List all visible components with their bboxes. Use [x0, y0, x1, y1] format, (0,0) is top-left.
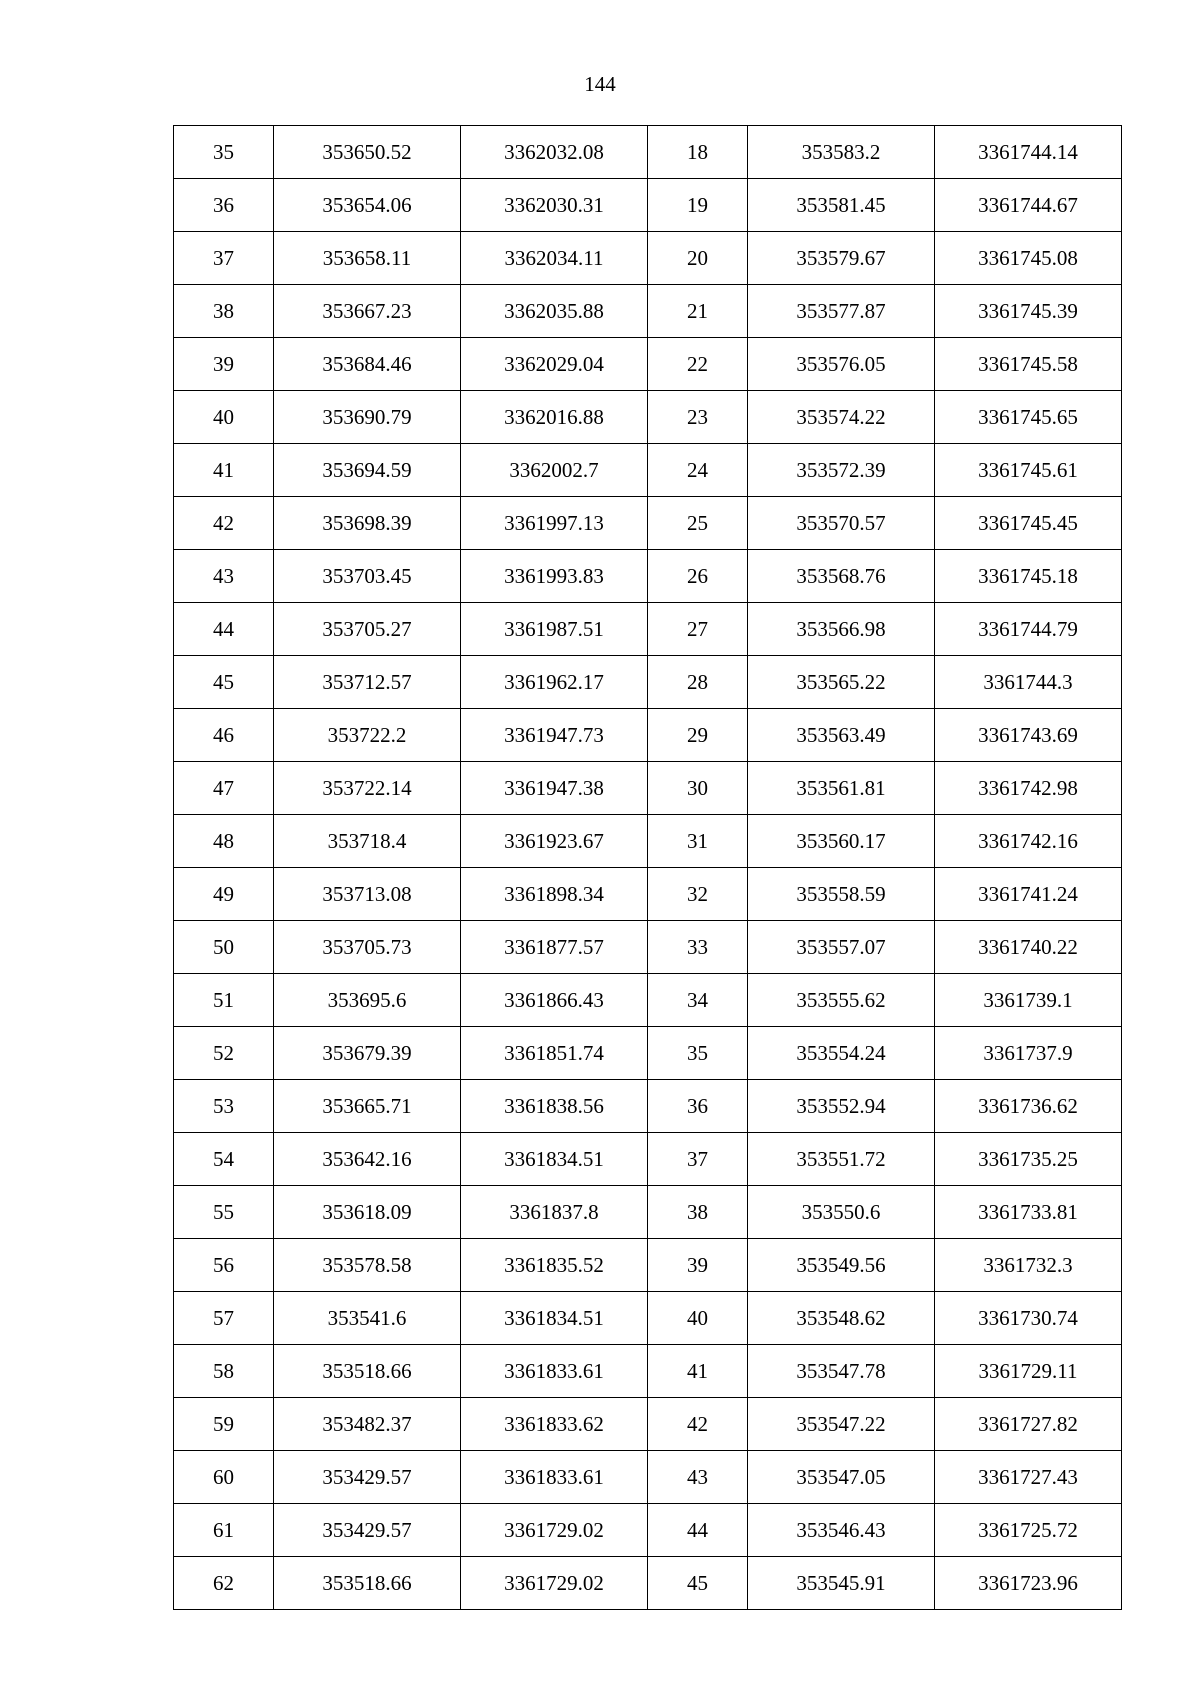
y-coordinate-left: 3361947.73	[461, 709, 648, 762]
y-coordinate-left: 3361838.56	[461, 1080, 648, 1133]
y-coordinate-right: 3361727.43	[935, 1451, 1122, 1504]
table-row	[174, 126, 1122, 179]
table-row	[174, 1133, 1122, 1186]
x-coordinate-right: 353579.67	[748, 232, 935, 285]
x-coordinate-right: 353563.49	[748, 709, 935, 762]
y-coordinate-right: 3361744.3	[935, 656, 1122, 709]
table-row	[174, 603, 1122, 656]
y-coordinate-left: 3361729.02	[461, 1557, 648, 1610]
point-number-left: 37	[174, 232, 274, 285]
point-number-left: 45	[174, 656, 274, 709]
x-coordinate-left: 353694.59	[274, 444, 461, 497]
x-coordinate-left: 353650.52	[274, 126, 461, 179]
table-row	[174, 1292, 1122, 1345]
y-coordinate-left: 3362002.7	[461, 444, 648, 497]
table-row	[174, 868, 1122, 921]
x-coordinate-left: 353690.79	[274, 391, 461, 444]
point-number-right: 44	[648, 1504, 748, 1557]
table-row	[174, 497, 1122, 550]
x-coordinate-right: 353561.81	[748, 762, 935, 815]
table-row	[174, 1186, 1122, 1239]
y-coordinate-left: 3361833.61	[461, 1345, 648, 1398]
y-coordinate-left: 3362034.11	[461, 232, 648, 285]
table-row	[174, 815, 1122, 868]
point-number-left: 49	[174, 868, 274, 921]
y-coordinate-left: 3361997.13	[461, 497, 648, 550]
y-coordinate-left: 3361923.67	[461, 815, 648, 868]
y-coordinate-left: 3361835.52	[461, 1239, 648, 1292]
table-row	[174, 391, 1122, 444]
point-number-left: 52	[174, 1027, 274, 1080]
y-coordinate-right: 3361737.9	[935, 1027, 1122, 1080]
y-coordinate-right: 3361745.08	[935, 232, 1122, 285]
point-number-left: 36	[174, 179, 274, 232]
table-row	[174, 444, 1122, 497]
table-row	[174, 762, 1122, 815]
y-coordinate-left: 3361898.34	[461, 868, 648, 921]
y-coordinate-left: 3361833.61	[461, 1451, 648, 1504]
x-coordinate-right: 353576.05	[748, 338, 935, 391]
y-coordinate-right: 3361745.18	[935, 550, 1122, 603]
point-number-left: 56	[174, 1239, 274, 1292]
table-row	[174, 1398, 1122, 1451]
y-coordinate-right: 3361729.11	[935, 1345, 1122, 1398]
x-coordinate-right: 353555.62	[748, 974, 935, 1027]
x-coordinate-left: 353667.23	[274, 285, 461, 338]
point-number-left: 60	[174, 1451, 274, 1504]
y-coordinate-left: 3361834.51	[461, 1133, 648, 1186]
table-row	[174, 1080, 1122, 1133]
point-number-right: 35	[648, 1027, 748, 1080]
point-number-right: 31	[648, 815, 748, 868]
x-coordinate-right: 353552.94	[748, 1080, 935, 1133]
table-row	[174, 1504, 1122, 1557]
y-coordinate-left: 3362016.88	[461, 391, 648, 444]
y-coordinate-right: 3361745.61	[935, 444, 1122, 497]
y-coordinate-left: 3361851.74	[461, 1027, 648, 1080]
point-number-left: 51	[174, 974, 274, 1027]
y-coordinate-right: 3361740.22	[935, 921, 1122, 974]
x-coordinate-left: 353618.09	[274, 1186, 461, 1239]
table-row	[174, 1239, 1122, 1292]
x-coordinate-left: 353658.11	[274, 232, 461, 285]
x-coordinate-left: 353482.37	[274, 1398, 461, 1451]
coordinate-table-body	[174, 126, 1122, 1610]
point-number-left: 55	[174, 1186, 274, 1239]
table-row	[174, 1345, 1122, 1398]
y-coordinate-right: 3361727.82	[935, 1398, 1122, 1451]
y-coordinate-left: 3362030.31	[461, 179, 648, 232]
y-coordinate-left: 3361833.62	[461, 1398, 648, 1451]
y-coordinate-right: 3361744.67	[935, 179, 1122, 232]
x-coordinate-left: 353695.6	[274, 974, 461, 1027]
table-row	[174, 1027, 1122, 1080]
table-row	[174, 232, 1122, 285]
point-number-left: 38	[174, 285, 274, 338]
point-number-right: 32	[648, 868, 748, 921]
point-number-right: 20	[648, 232, 748, 285]
y-coordinate-right: 3361733.81	[935, 1186, 1122, 1239]
x-coordinate-left: 353518.66	[274, 1345, 461, 1398]
x-coordinate-left: 353718.4	[274, 815, 461, 868]
table-row	[174, 656, 1122, 709]
y-coordinate-left: 3361947.38	[461, 762, 648, 815]
point-number-right: 26	[648, 550, 748, 603]
point-number-right: 22	[648, 338, 748, 391]
point-number-right: 21	[648, 285, 748, 338]
y-coordinate-left: 3361834.51	[461, 1292, 648, 1345]
y-coordinate-right: 3361741.24	[935, 868, 1122, 921]
x-coordinate-right: 353557.07	[748, 921, 935, 974]
x-coordinate-right: 353566.98	[748, 603, 935, 656]
point-number-right: 39	[648, 1239, 748, 1292]
x-coordinate-left: 353642.16	[274, 1133, 461, 1186]
table-row	[174, 550, 1122, 603]
point-number-right: 27	[648, 603, 748, 656]
x-coordinate-left: 353665.71	[274, 1080, 461, 1133]
x-coordinate-right: 353554.24	[748, 1027, 935, 1080]
y-coordinate-right: 3361744.79	[935, 603, 1122, 656]
point-number-left: 41	[174, 444, 274, 497]
point-number-right: 33	[648, 921, 748, 974]
x-coordinate-right: 353568.76	[748, 550, 935, 603]
point-number-left: 39	[174, 338, 274, 391]
point-number-left: 50	[174, 921, 274, 974]
point-number-left: 40	[174, 391, 274, 444]
y-coordinate-left: 3361993.83	[461, 550, 648, 603]
x-coordinate-left: 353712.57	[274, 656, 461, 709]
x-coordinate-right: 353549.56	[748, 1239, 935, 1292]
y-coordinate-left: 3361987.51	[461, 603, 648, 656]
x-coordinate-left: 353679.39	[274, 1027, 461, 1080]
y-coordinate-right: 3361736.62	[935, 1080, 1122, 1133]
table-row	[174, 709, 1122, 762]
y-coordinate-right: 3361739.1	[935, 974, 1122, 1027]
point-number-right: 29	[648, 709, 748, 762]
y-coordinate-right: 3361725.72	[935, 1504, 1122, 1557]
point-number-right: 23	[648, 391, 748, 444]
point-number-right: 36	[648, 1080, 748, 1133]
table-row	[174, 921, 1122, 974]
x-coordinate-right: 353572.39	[748, 444, 935, 497]
x-coordinate-right: 353577.87	[748, 285, 935, 338]
x-coordinate-left: 353698.39	[274, 497, 461, 550]
point-number-left: 47	[174, 762, 274, 815]
x-coordinate-left: 353705.73	[274, 921, 461, 974]
point-number-left: 46	[174, 709, 274, 762]
point-number-left: 62	[174, 1557, 274, 1610]
y-coordinate-left: 3361962.17	[461, 656, 648, 709]
x-coordinate-right: 353546.43	[748, 1504, 935, 1557]
point-number-left: 58	[174, 1345, 274, 1398]
point-number-right: 41	[648, 1345, 748, 1398]
point-number-right: 24	[648, 444, 748, 497]
point-number-left: 35	[174, 126, 274, 179]
table-row	[174, 1557, 1122, 1610]
x-coordinate-right: 353570.57	[748, 497, 935, 550]
x-coordinate-right: 353545.91	[748, 1557, 935, 1610]
point-number-left: 54	[174, 1133, 274, 1186]
coordinate-table	[173, 125, 1122, 1610]
y-coordinate-left: 3361866.43	[461, 974, 648, 1027]
y-coordinate-right: 3361743.69	[935, 709, 1122, 762]
point-number-right: 30	[648, 762, 748, 815]
point-number-right: 25	[648, 497, 748, 550]
point-number-right: 40	[648, 1292, 748, 1345]
x-coordinate-left: 353705.27	[274, 603, 461, 656]
y-coordinate-right: 3361723.96	[935, 1557, 1122, 1610]
x-coordinate-right: 353547.22	[748, 1398, 935, 1451]
x-coordinate-left: 353518.66	[274, 1557, 461, 1610]
x-coordinate-left: 353703.45	[274, 550, 461, 603]
y-coordinate-right: 3361735.25	[935, 1133, 1122, 1186]
y-coordinate-right: 3361732.3	[935, 1239, 1122, 1292]
point-number-left: 43	[174, 550, 274, 603]
point-number-left: 42	[174, 497, 274, 550]
point-number-right: 43	[648, 1451, 748, 1504]
point-number-right: 28	[648, 656, 748, 709]
x-coordinate-right: 353547.78	[748, 1345, 935, 1398]
x-coordinate-right: 353581.45	[748, 179, 935, 232]
x-coordinate-left: 353541.6	[274, 1292, 461, 1345]
x-coordinate-right: 353574.22	[748, 391, 935, 444]
table-row	[174, 1451, 1122, 1504]
x-coordinate-right: 353558.59	[748, 868, 935, 921]
x-coordinate-left: 353654.06	[274, 179, 461, 232]
page-number: 144	[584, 72, 616, 96]
x-coordinate-left: 353429.57	[274, 1451, 461, 1504]
x-coordinate-right: 353560.17	[748, 815, 935, 868]
x-coordinate-left: 353713.08	[274, 868, 461, 921]
y-coordinate-left: 3362035.88	[461, 285, 648, 338]
x-coordinate-right: 353548.62	[748, 1292, 935, 1345]
x-coordinate-left: 353722.14	[274, 762, 461, 815]
point-number-left: 57	[174, 1292, 274, 1345]
point-number-right: 38	[648, 1186, 748, 1239]
table-row	[174, 179, 1122, 232]
y-coordinate-right: 3361745.65	[935, 391, 1122, 444]
x-coordinate-right: 353583.2	[748, 126, 935, 179]
y-coordinate-left: 3362029.04	[461, 338, 648, 391]
y-coordinate-right: 3361730.74	[935, 1292, 1122, 1345]
y-coordinate-right: 3361744.14	[935, 126, 1122, 179]
point-number-right: 18	[648, 126, 748, 179]
point-number-right: 45	[648, 1557, 748, 1610]
x-coordinate-right: 353551.72	[748, 1133, 935, 1186]
y-coordinate-left: 3362032.08	[461, 126, 648, 179]
table-row	[174, 338, 1122, 391]
x-coordinate-left: 353684.46	[274, 338, 461, 391]
y-coordinate-left: 3361729.02	[461, 1504, 648, 1557]
x-coordinate-left: 353429.57	[274, 1504, 461, 1557]
point-number-left: 59	[174, 1398, 274, 1451]
y-coordinate-left: 3361837.8	[461, 1186, 648, 1239]
y-coordinate-right: 3361745.39	[935, 285, 1122, 338]
point-number-right: 19	[648, 179, 748, 232]
y-coordinate-right: 3361745.45	[935, 497, 1122, 550]
x-coordinate-right: 353550.6	[748, 1186, 935, 1239]
point-number-left: 48	[174, 815, 274, 868]
x-coordinate-right: 353565.22	[748, 656, 935, 709]
y-coordinate-right: 3361742.98	[935, 762, 1122, 815]
y-coordinate-left: 3361877.57	[461, 921, 648, 974]
point-number-left: 61	[174, 1504, 274, 1557]
point-number-right: 37	[648, 1133, 748, 1186]
x-coordinate-left: 353722.2	[274, 709, 461, 762]
table-row	[174, 285, 1122, 338]
point-number-left: 44	[174, 603, 274, 656]
table-row	[174, 974, 1122, 1027]
y-coordinate-right: 3361742.16	[935, 815, 1122, 868]
point-number-left: 53	[174, 1080, 274, 1133]
y-coordinate-right: 3361745.58	[935, 338, 1122, 391]
point-number-right: 34	[648, 974, 748, 1027]
x-coordinate-right: 353547.05	[748, 1451, 935, 1504]
point-number-right: 42	[648, 1398, 748, 1451]
x-coordinate-left: 353578.58	[274, 1239, 461, 1292]
